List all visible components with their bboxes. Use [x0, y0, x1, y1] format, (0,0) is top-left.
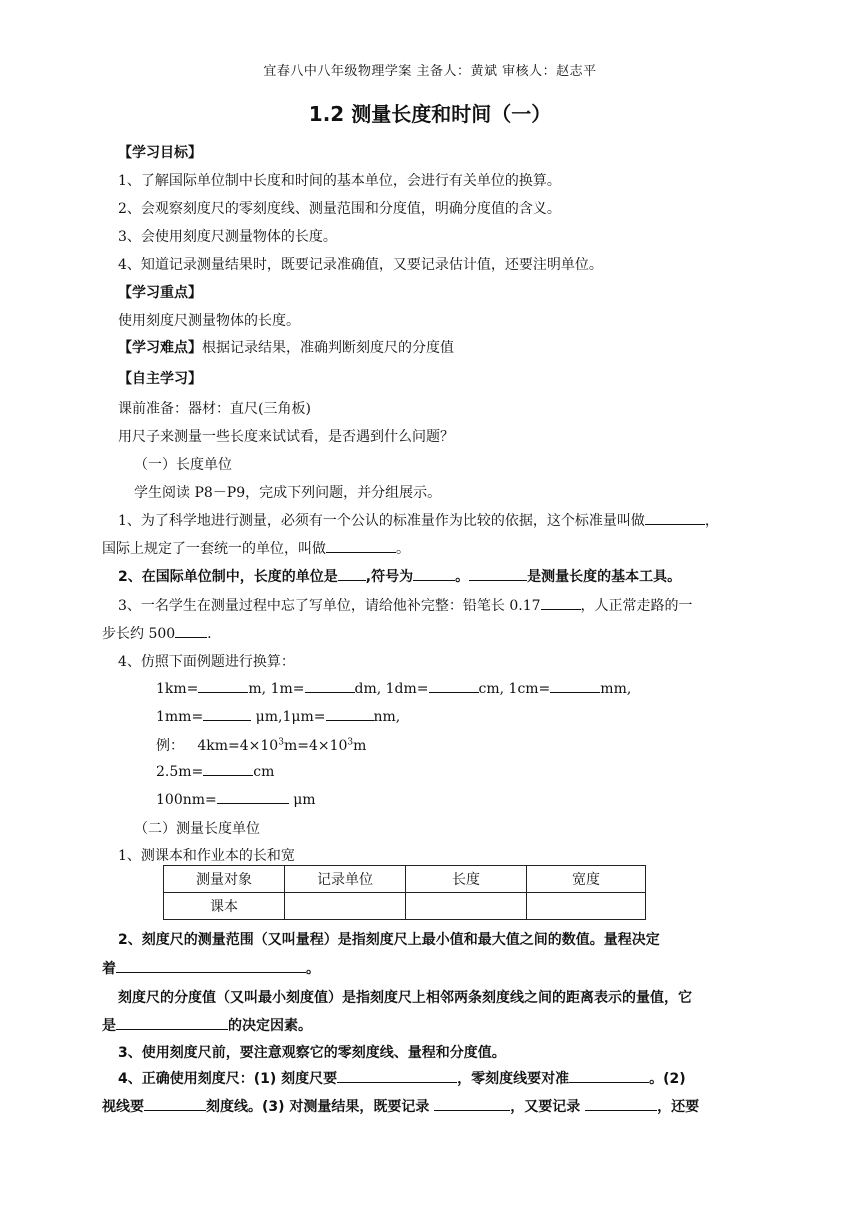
example-exponent: 3 [347, 737, 354, 748]
m4-text-e: 刻度线。(3) 对测量结果，既要记录 [206, 1099, 430, 1115]
answer-blank[interactable] [144, 1098, 206, 1111]
q3-text-d: . [207, 626, 212, 642]
answer-blank[interactable] [337, 1070, 457, 1083]
answer-blank[interactable] [434, 1098, 510, 1111]
reading-instruction: 学生阅读 P8－P9，完成下列问题，并分组展示。 [134, 485, 442, 501]
question-4-line: 4、仿照下面例题进行换算： [118, 654, 295, 670]
q2-text-a: 2、在国际单位制中，长度的单位是 [118, 569, 338, 585]
answer-blank[interactable] [116, 960, 306, 973]
section-measure: （二）测量长度单位 [134, 821, 260, 837]
answer-blank[interactable] [413, 568, 455, 581]
table-header-cell: 测量对象 [164, 866, 285, 893]
q1-text-b: 国际上规定了一套统一的单位，叫做 [102, 541, 326, 557]
question-3-line-a [118, 595, 693, 615]
table-cell[interactable] [406, 893, 527, 920]
table-cell[interactable] [527, 893, 646, 920]
question-text: 用尺子来测量一些长度来试试看，是否遇到什么问题？ [118, 429, 454, 445]
measure-4-line-a [118, 1068, 686, 1088]
measure-2-line-a: 2、刻度尺的测量范围（又叫量程）是指刻度尺上最小值和最大值之间的数值。量程决定 [118, 932, 660, 948]
m4-text-c: 。(2) [649, 1071, 686, 1087]
conversion-row-1 [156, 680, 631, 697]
conv-text: dm, 1dm= [354, 681, 429, 697]
q3-text-a: 3、一名学生在测量过程中忘了写单位，请给他补完整：铅笔长 0.17 [118, 598, 541, 614]
prep-text: 课前准备：器材：直尺(三角板) [118, 401, 311, 417]
measure-3-line: 3、使用刻度尺前，要注意观察它的零刻度线、量程和分度值。 [118, 1045, 506, 1061]
example-text: m [353, 738, 367, 754]
m2-punct-b: 。 [306, 961, 320, 977]
answer-blank[interactable] [203, 708, 251, 721]
measure-2-line-d [102, 1015, 312, 1035]
answer-blank[interactable] [541, 597, 581, 610]
q2-text-b: ,符号为 [365, 569, 414, 585]
answer-blank[interactable] [469, 568, 527, 581]
example-text: m=4×10 [283, 738, 348, 754]
m4-text-b: ，零刻度线要对准 [457, 1071, 570, 1087]
answer-blank[interactable] [326, 708, 374, 721]
conv-text: cm [253, 764, 275, 780]
q3-text-b: ，人正常走路的一 [580, 598, 693, 614]
conv-text: mm, [600, 681, 632, 697]
answer-blank[interactable] [569, 1070, 649, 1083]
example-row [156, 735, 366, 755]
measure-4-line-b [102, 1096, 699, 1116]
conv-text: 100nm= [156, 792, 217, 808]
answer-blank[interactable] [175, 625, 207, 638]
answer-blank[interactable] [429, 680, 479, 693]
conv-text: m, 1m= [248, 681, 305, 697]
conv-text: nm, [373, 709, 401, 725]
question-2-line [118, 566, 681, 586]
q1-punct-a: ， [704, 513, 719, 529]
question-1-line-a [118, 510, 719, 530]
m2-text-b: 着 [102, 961, 116, 977]
q2-text-c: 。 [455, 569, 470, 585]
measurement-table [163, 865, 646, 920]
objective-item: 1、了解国际单位制中长度和时间的基本单位，会进行有关单位的换算。 [118, 173, 561, 189]
table-header-cell: 长度 [406, 866, 527, 893]
objective-item: 4、知道记录测量结果时，既要记录准确值，又要记录估计值，还要注明单位。 [118, 257, 603, 273]
section-length-units: （一）长度单位 [134, 457, 232, 473]
question-1-line-b [102, 538, 410, 558]
m4-text-g: ，还要 [657, 1099, 700, 1115]
q1-text-a: 1、为了科学地进行测量，必须有一个公认的标准量作为比较的依据，这个标准量叫做 [118, 513, 645, 529]
table-cell: 课本 [164, 893, 285, 920]
answer-blank[interactable] [645, 512, 705, 525]
conv-text: 1mm= [156, 709, 204, 725]
table-row [164, 893, 646, 920]
answer-blank[interactable] [305, 680, 355, 693]
self-study-heading: 【自主学习】 [118, 371, 202, 387]
answer-blank[interactable] [550, 680, 600, 693]
conv-text: μm,1μm= [251, 709, 326, 725]
answer-blank[interactable] [203, 763, 253, 776]
table-header-cell: 记录单位 [285, 866, 406, 893]
m4-text-a: 4、正确使用刻度尺：(1) 刻度尺要 [118, 1071, 338, 1087]
q1-punct-b: 。 [396, 541, 410, 557]
difficulty-line [118, 337, 454, 357]
answer-blank[interactable] [116, 1017, 228, 1030]
q2-text-d: 是测量长度的基本工具。 [527, 569, 682, 585]
answer-blank[interactable] [338, 568, 366, 581]
m2-punct-d: 的决定因素。 [228, 1018, 312, 1034]
key-heading: 【学习重点】 [118, 285, 202, 301]
objectives-heading: 【学习目标】 [118, 145, 202, 161]
difficulty-heading: 【学习难点】 [118, 340, 202, 356]
m4-text-d: 视线要 [102, 1099, 144, 1115]
q3-text-c: 步长约 500 [102, 626, 176, 642]
conv-text: μm [288, 792, 316, 808]
objective-item: 3、会使用刻度尺测量物体的长度。 [118, 229, 337, 245]
conversion-row-4 [156, 791, 316, 808]
measure-2-line-c: 刻度尺的分度值（又叫最小刻度值）是指刻度尺上相邻两条刻度线之间的距离表示的量值，它 [118, 990, 692, 1006]
answer-blank[interactable] [326, 540, 396, 553]
answer-blank[interactable] [217, 791, 289, 804]
key-text: 使用刻度尺测量物体的长度。 [118, 313, 300, 329]
difficulty-text: 根据记录结果，准确判断刻度尺的分度值 [202, 340, 454, 356]
measure-1-text: 1、测课本和作业本的长和宽 [118, 848, 295, 864]
question-3-line-b [102, 623, 212, 643]
objective-item: 2、会观察刻度尺的零刻度线、测量范围和分度值，明确分度值的含义。 [118, 201, 561, 217]
example-label: 例： [156, 738, 184, 754]
table-cell[interactable] [285, 893, 406, 920]
table-header-row [164, 866, 646, 893]
example-text: 4km=4×10 [197, 738, 279, 754]
conv-text: cm, 1cm= [478, 681, 551, 697]
answer-blank[interactable] [585, 1098, 657, 1111]
answer-blank[interactable] [198, 680, 248, 693]
page-title: 1.2 测量长度和时间（一） [308, 102, 552, 126]
conversion-row-2 [156, 708, 400, 725]
conv-text: 2.5m= [156, 764, 204, 780]
conversion-row-3 [156, 763, 274, 780]
m2-text-d: 是 [102, 1018, 116, 1034]
table-header-cell: 宽度 [527, 866, 646, 893]
m4-text-f: ，又要记录 [510, 1099, 581, 1115]
page-header: 宜春八中八年级物理学案 主备人：黄斌 审核人：赵志平 [263, 64, 597, 79]
example-exponent: 3 [278, 737, 284, 748]
conv-text: 1km= [156, 681, 199, 697]
measure-2-line-b [102, 958, 320, 978]
